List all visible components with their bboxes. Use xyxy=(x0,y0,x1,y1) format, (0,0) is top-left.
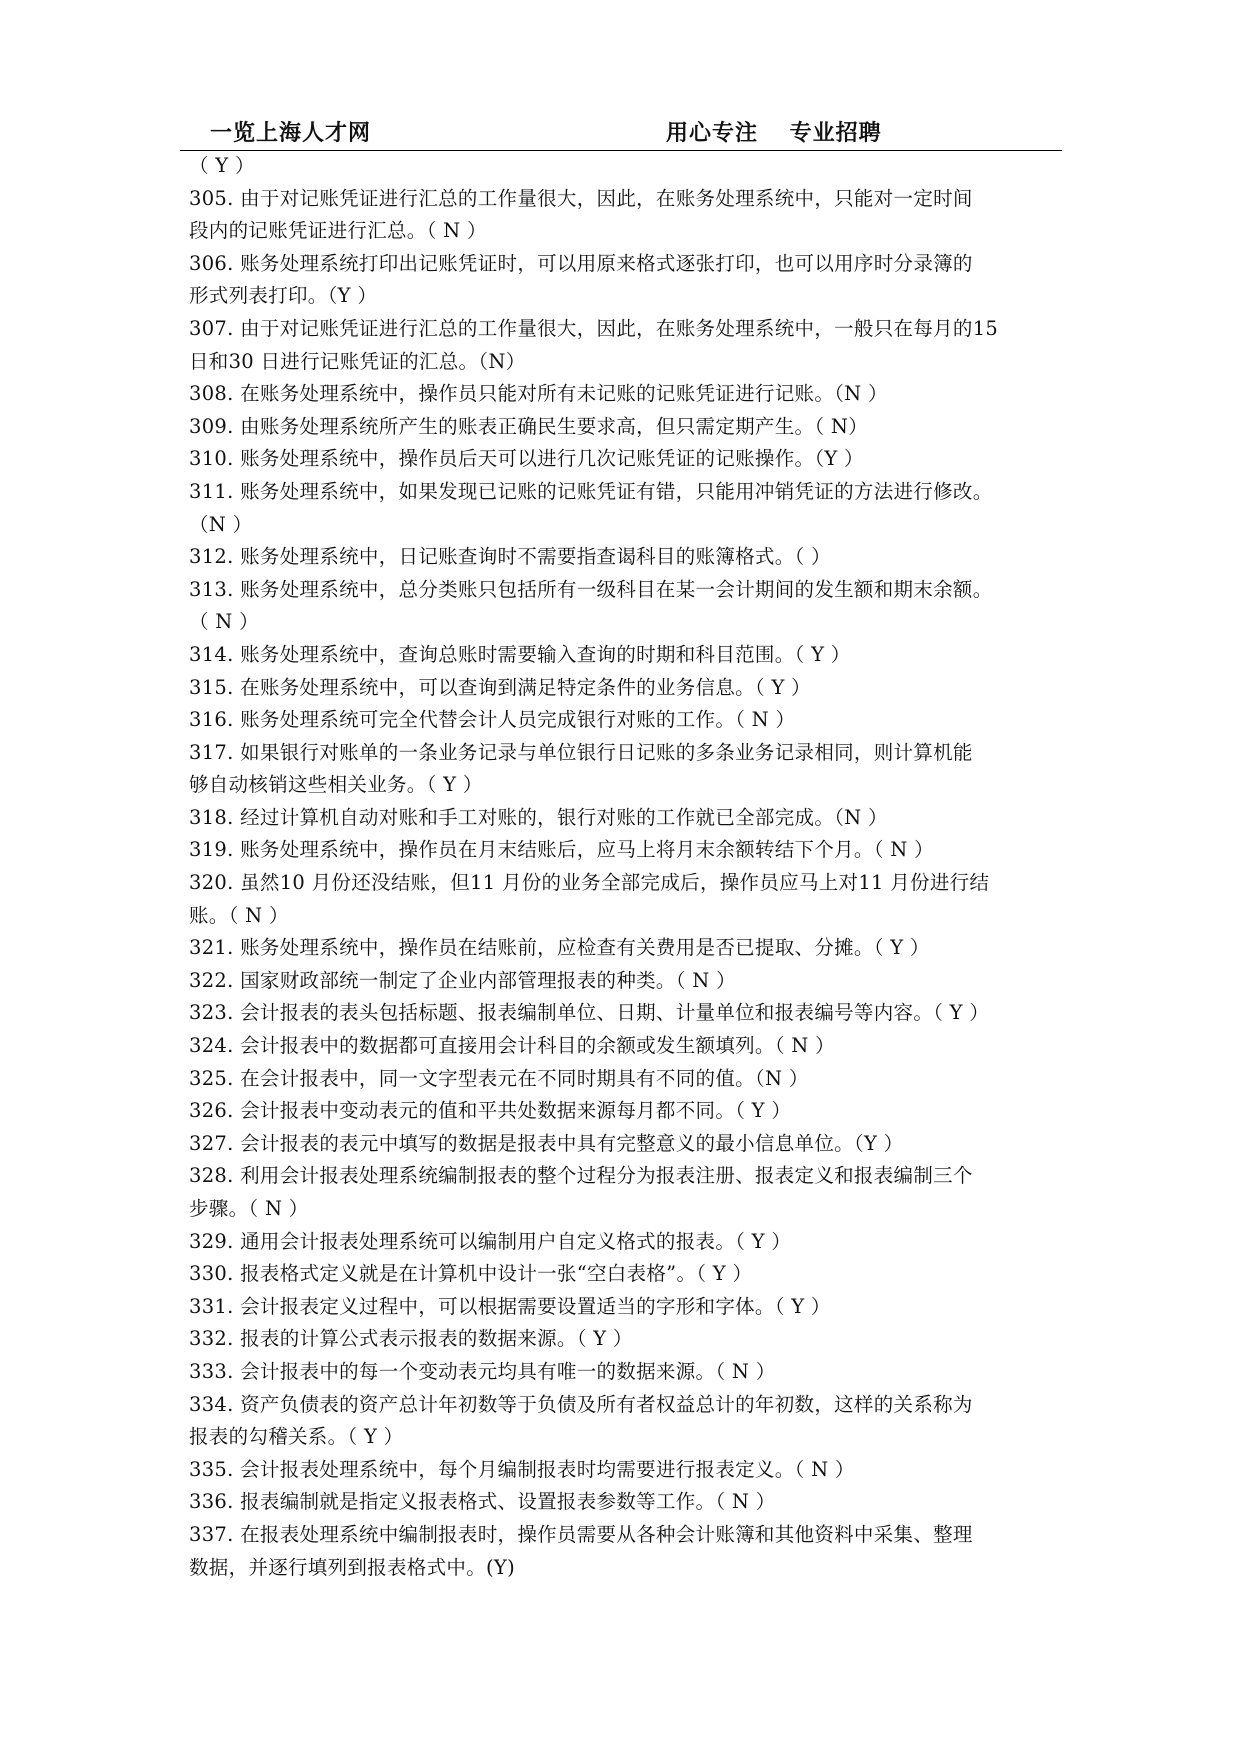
text-line: 308. 在账务处理系统中，操作员只能对所有未记账的记账凭证进行记账。（N ） xyxy=(189,382,888,406)
text-line: 312. 账务处理系统中，日记账查询时不需要指查谒科目的账簿格式。（ ） xyxy=(189,545,831,569)
text-line: 324. 会计报表中的数据都可直接用会计科目的余额或发生额填列。（ N ） xyxy=(189,1034,835,1058)
text-line: 316. 账务处理系统可完全代替会计人员完成银行对账的工作。（ N ） xyxy=(189,708,796,732)
text-line: 日和30 日进行记账凭证的汇总。（N） xyxy=(189,349,526,373)
text-line: 形式列表打印。（Y ） xyxy=(189,284,378,308)
text-line: 315. 在账务处理系统中，可以查询到满足特定条件的业务信息。（ Y ） xyxy=(189,675,811,699)
text-line: 331. 会计报表定义过程中，可以根据需要设置适当的字形和字体。（ Y ） xyxy=(189,1294,831,1318)
text-line: 数据，并逐行填列到报表格式中。(Y) xyxy=(189,1555,515,1579)
text-line: 332. 报表的计算公式表示报表的数据来源。（ Y ） xyxy=(189,1327,633,1351)
text-line: 336. 报表编制就是指定义报表格式、设置报表参数等工作。（ N ） xyxy=(189,1490,776,1514)
text-line: 320. 虽然10 月份还没结账，但11 月份的业务全部完成后，操作员应马上对11 月份进行结 xyxy=(189,871,990,895)
text-line: 段内的记账凭证进行汇总。（ N ） xyxy=(189,219,487,243)
text-line: 318. 经过计算机自动对账和手工对账的，银行对账的工作就已全部完成。（N ） xyxy=(189,805,888,829)
text-line: 账。（ N ） xyxy=(189,903,289,927)
text-line: 326. 会计报表中变动表元的值和平共处数据来源每月都不同。（ Y ） xyxy=(189,1099,792,1123)
text-line: 够自动核销这些相关业务。（ Y ） xyxy=(189,773,483,797)
header-site-name: 一览上海人才网 xyxy=(210,121,372,146)
text-line: 307. 由于对记账凭证进行汇总的工作量很大，因此，在账务处理系统中，一般只在每月的15 xyxy=(189,316,999,340)
text-line: 报表的勾稽关系。（ Y ） xyxy=(189,1425,404,1449)
text-line: 329. 通用会计报表处理系统可以编制用户自定义格式的报表。（ Y ） xyxy=(189,1229,792,1253)
text-line: 325. 在会计报表中，同一文字型表元在不同时期具有不同的值。（N ） xyxy=(189,1066,809,1090)
text-line: 337. 在报表处理系统中编制报表时，操作员需要从各种会计账簿和其他资料中采集、整理 xyxy=(189,1522,973,1546)
text-line: 323. 会计报表的表头包括标题、报表编制单位、日期、计量单位和报表编号等内容。（ Y ） xyxy=(189,1001,990,1025)
text-line: 310. 账务处理系统中，操作员后天可以进行几次记账凭证的记账操作。（Y ） xyxy=(189,447,864,471)
text-line: 327. 会计报表的表元中填写的数据是报表中具有完整意义的最小信息单位。（Y ） xyxy=(189,1131,904,1155)
text-line: 306. 账务处理系统打印出记账凭证时，可以用原来格式逐张打印，也可以用序时分录簿的 xyxy=(189,251,973,275)
page-header xyxy=(180,110,1062,151)
text-line: 317. 如果银行对账单的一条业务记录与单位银行日记账的多条业务记录相同，则计算机能 xyxy=(189,740,973,764)
text-line: 333. 会计报表中的每一个变动表元均具有唯一的数据来源。（ N ） xyxy=(189,1359,776,1383)
text-line: 322. 国家财政部统一制定了企业内部管理报表的种类。（ N ） xyxy=(189,968,736,992)
text-line: （N ） xyxy=(189,512,253,536)
header-slogan: 用心专注 专业招聘 xyxy=(666,121,882,146)
text-line: 314. 账务处理系统中，查询总账时需要输入查询的时期和科目范围。（ Y ） xyxy=(189,642,851,666)
text-line: 330. 报表格式定义就是在计算机中设计一张“空白表格”。（ Y ） xyxy=(189,1262,753,1286)
text-line: 步骤。（ N ） xyxy=(189,1197,309,1220)
text-line: 305. 由于对记账凭证进行汇总的工作量很大，因此，在账务处理系统中，只能对一定时间 xyxy=(189,186,973,210)
text-line: 311. 账务处理系统中，如果发现已记账的记账凭证有错，只能用冲销凭证的方法进行修改。 xyxy=(189,479,993,503)
text-line: 319. 账务处理系统中，操作员在月末结账后，应马上将月末余额转结下个月。（ N ） xyxy=(189,838,934,862)
text-line: 309. 由账务处理系统所产生的账表正确民生要求高，但只需定期产生。（ N） xyxy=(189,414,869,438)
text-line: 334. 资产负债表的资产总计年初数等于负债及所有者权益总计的年初数，这样的关系称为 xyxy=(189,1392,973,1416)
text-line: 313. 账务处理系统中，总分类账只包括所有一级科目在某一会计期间的发生额和期末余额。 xyxy=(189,577,993,601)
text-line: （ N ） xyxy=(189,610,259,634)
text-line: 321. 账务处理系统中，操作员在结账前，应检查有关费用是否已提取、分摊。（ Y ） xyxy=(189,936,930,960)
document-body xyxy=(189,150,1069,1584)
text-line: 335. 会计报表处理系统中，每个月编制报表时均需要进行报表定义。（ N ） xyxy=(189,1457,855,1481)
text-line: 328. 利用会计报表处理系统编制报表的整个过程分为报表注册、报表定义和报表编制三个 xyxy=(189,1164,973,1188)
text-line: （ Y ） xyxy=(189,154,255,177)
